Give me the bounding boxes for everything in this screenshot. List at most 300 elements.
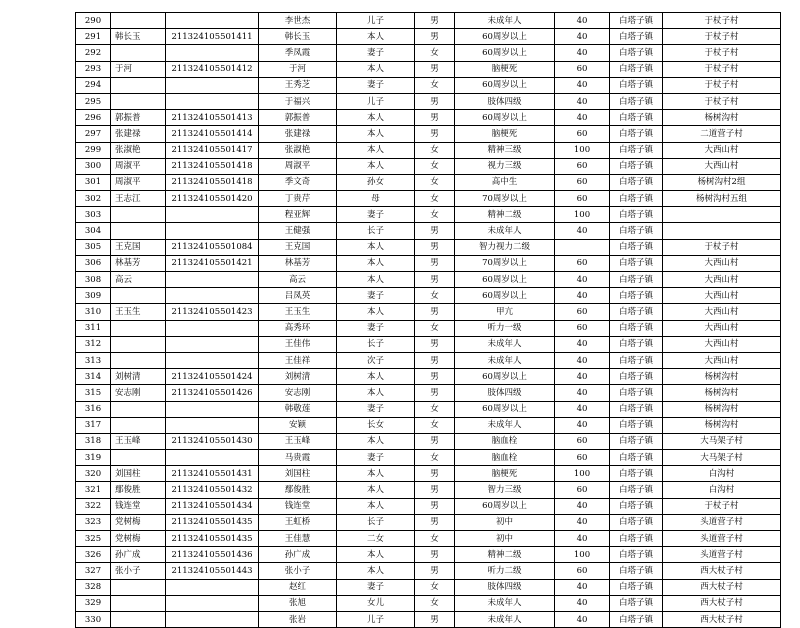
category-cell: 听力二级 <box>455 563 555 579</box>
category-cell: 60周岁以上 <box>455 401 555 417</box>
village-cell: 西大杖子村 <box>663 611 781 627</box>
row-number-cell: 295 <box>76 93 111 109</box>
relation-cell: 母 <box>337 191 415 207</box>
village-cell: 头道营子村 <box>663 531 781 547</box>
gender-cell: 女 <box>415 142 455 158</box>
household-head-cell: 韩长玉 <box>111 29 166 45</box>
member-name-cell: 张淑艳 <box>259 142 337 158</box>
relation-cell: 长子 <box>337 336 415 352</box>
village-cell: 杨树沟村 <box>663 401 781 417</box>
category-cell: 脑血栓 <box>455 450 555 466</box>
relation-cell: 妻子 <box>337 207 415 223</box>
row-number-cell: 314 <box>76 369 111 385</box>
member-name-cell: 王佳慧 <box>259 531 337 547</box>
category-cell: 听力一级 <box>455 320 555 336</box>
village-cell: 于杖子村 <box>663 93 781 109</box>
category-cell: 智力三级 <box>455 482 555 498</box>
member-name-cell: 于河 <box>259 61 337 77</box>
household-head-cell <box>111 579 166 595</box>
household-id-cell: 211324105501430 <box>166 433 259 449</box>
amount-cell: 40 <box>555 272 610 288</box>
amount-cell: 40 <box>555 369 610 385</box>
village-cell: 于杖子村 <box>663 45 781 61</box>
household-id-cell: 211324105501443 <box>166 563 259 579</box>
gender-cell: 女 <box>415 450 455 466</box>
household-id-cell: 211324105501432 <box>166 482 259 498</box>
town-cell: 白塔子镇 <box>610 498 663 514</box>
town-cell: 白塔子镇 <box>610 450 663 466</box>
village-cell: 杨树沟村 <box>663 110 781 126</box>
household-id-cell: 211324105501431 <box>166 466 259 482</box>
row-number-cell: 316 <box>76 401 111 417</box>
table-row <box>76 239 781 255</box>
household-id-cell: 211324105501424 <box>166 369 259 385</box>
household-id-cell <box>166 320 259 336</box>
gender-cell: 女 <box>415 77 455 93</box>
row-number-cell: 315 <box>76 385 111 401</box>
category-cell: 脑梗死 <box>455 466 555 482</box>
gender-cell: 女 <box>415 207 455 223</box>
gender-cell: 男 <box>415 110 455 126</box>
town-cell: 白塔子镇 <box>610 126 663 142</box>
village-cell <box>663 207 781 223</box>
category-cell: 未成年人 <box>455 336 555 352</box>
amount-cell: 60 <box>555 158 610 174</box>
member-name-cell: 钱连堂 <box>259 498 337 514</box>
household-id-cell: 211324105501423 <box>166 304 259 320</box>
row-number-cell: 326 <box>76 547 111 563</box>
household-id-cell: 211324105501418 <box>166 158 259 174</box>
relation-cell: 妻子 <box>337 45 415 61</box>
gender-cell: 女 <box>415 531 455 547</box>
household-head-cell: 王玉峰 <box>111 433 166 449</box>
household-head-cell: 张小子 <box>111 563 166 579</box>
household-id-cell: 211324105501435 <box>166 531 259 547</box>
category-cell: 60周岁以上 <box>455 272 555 288</box>
member-name-cell: 季文奇 <box>259 174 337 190</box>
gender-cell: 男 <box>415 482 455 498</box>
gender-cell: 男 <box>415 255 455 271</box>
town-cell: 白塔子镇 <box>610 531 663 547</box>
town-cell: 白塔子镇 <box>610 563 663 579</box>
gender-cell: 男 <box>415 498 455 514</box>
member-name-cell: 张建禄 <box>259 126 337 142</box>
household-head-cell: 高云 <box>111 272 166 288</box>
household-id-cell: 211324105501436 <box>166 547 259 563</box>
village-cell: 杨树沟村2组 <box>663 174 781 190</box>
gender-cell: 女 <box>415 417 455 433</box>
member-name-cell: 韩长玉 <box>259 29 337 45</box>
gender-cell: 女 <box>415 45 455 61</box>
town-cell: 白塔子镇 <box>610 110 663 126</box>
household-id-cell <box>166 336 259 352</box>
row-number-cell: 294 <box>76 77 111 93</box>
village-cell: 于杖子村 <box>663 498 781 514</box>
household-head-cell <box>111 336 166 352</box>
category-cell: 初中 <box>455 531 555 547</box>
amount-cell: 60 <box>555 320 610 336</box>
amount-cell: 40 <box>555 336 610 352</box>
town-cell: 白塔子镇 <box>610 239 663 255</box>
relation-cell: 本人 <box>337 433 415 449</box>
town-cell: 白塔子镇 <box>610 433 663 449</box>
table-body <box>76 13 781 628</box>
town-cell: 白塔子镇 <box>610 272 663 288</box>
household-id-cell: 211324105501418 <box>166 174 259 190</box>
member-name-cell: 于福兴 <box>259 93 337 109</box>
row-number-cell: 302 <box>76 191 111 207</box>
member-name-cell: 林基芳 <box>259 255 337 271</box>
village-cell <box>663 223 781 239</box>
table-row <box>76 401 781 417</box>
member-name-cell: 周淑平 <box>259 158 337 174</box>
village-cell: 大西山村 <box>663 272 781 288</box>
town-cell: 白塔子镇 <box>610 595 663 611</box>
household-head-cell <box>111 207 166 223</box>
household-id-cell <box>166 417 259 433</box>
relation-cell: 妻子 <box>337 450 415 466</box>
row-number-cell: 297 <box>76 126 111 142</box>
household-id-cell <box>166 288 259 304</box>
amount-cell: 100 <box>555 547 610 563</box>
row-number-cell: 303 <box>76 207 111 223</box>
amount-cell: 40 <box>555 29 610 45</box>
town-cell: 白塔子镇 <box>610 223 663 239</box>
category-cell: 60周岁以上 <box>455 288 555 304</box>
row-number-cell: 325 <box>76 531 111 547</box>
member-name-cell: 王佳伟 <box>259 336 337 352</box>
row-number-cell: 306 <box>76 255 111 271</box>
village-cell: 于杖子村 <box>663 13 781 29</box>
household-head-cell <box>111 13 166 29</box>
row-number-cell: 329 <box>76 595 111 611</box>
amount-cell: 60 <box>555 563 610 579</box>
table-row <box>76 29 781 45</box>
town-cell: 白塔子镇 <box>610 304 663 320</box>
relation-cell: 本人 <box>337 110 415 126</box>
household-head-cell <box>111 401 166 417</box>
category-cell: 60周岁以上 <box>455 29 555 45</box>
row-number-cell: 312 <box>76 336 111 352</box>
category-cell: 脑血栓 <box>455 433 555 449</box>
village-cell: 大西山村 <box>663 352 781 368</box>
village-cell: 杨树沟村五组 <box>663 191 781 207</box>
row-number-cell: 301 <box>76 174 111 190</box>
row-number-cell: 321 <box>76 482 111 498</box>
row-number-cell: 319 <box>76 450 111 466</box>
category-cell: 未成年人 <box>455 417 555 433</box>
amount-cell: 100 <box>555 142 610 158</box>
category-cell: 60周岁以上 <box>455 45 555 61</box>
household-id-cell: 211324105501413 <box>166 110 259 126</box>
gender-cell: 男 <box>415 433 455 449</box>
household-head-cell: 刘树清 <box>111 369 166 385</box>
household-head-cell: 张建禄 <box>111 126 166 142</box>
member-name-cell: 张岩 <box>259 611 337 627</box>
member-name-cell: 韩敬莲 <box>259 401 337 417</box>
member-name-cell: 李世杰 <box>259 13 337 29</box>
relation-cell: 本人 <box>337 239 415 255</box>
household-id-cell <box>166 579 259 595</box>
household-id-cell: 211324105501084 <box>166 239 259 255</box>
table-row <box>76 595 781 611</box>
row-number-cell: 290 <box>76 13 111 29</box>
category-cell: 肢体四级 <box>455 93 555 109</box>
town-cell: 白塔子镇 <box>610 369 663 385</box>
gender-cell: 男 <box>415 239 455 255</box>
amount-cell: 40 <box>555 77 610 93</box>
category-cell: 60周岁以上 <box>455 369 555 385</box>
household-head-cell <box>111 417 166 433</box>
table-row <box>76 93 781 109</box>
table-row <box>76 320 781 336</box>
category-cell: 未成年人 <box>455 352 555 368</box>
row-number-cell: 299 <box>76 142 111 158</box>
relation-cell: 本人 <box>337 466 415 482</box>
household-id-cell <box>166 223 259 239</box>
household-id-cell <box>166 93 259 109</box>
household-head-cell: 林基芳 <box>111 255 166 271</box>
table-row <box>76 433 781 449</box>
household-id-cell <box>166 401 259 417</box>
amount-cell: 100 <box>555 207 610 223</box>
household-id-cell: 211324105501426 <box>166 385 259 401</box>
household-head-cell <box>111 93 166 109</box>
gender-cell: 男 <box>415 611 455 627</box>
gender-cell: 男 <box>415 547 455 563</box>
category-cell: 精神二级 <box>455 207 555 223</box>
relation-cell: 本人 <box>337 142 415 158</box>
member-name-cell: 程亚辉 <box>259 207 337 223</box>
member-name-cell: 安颖 <box>259 417 337 433</box>
table-row <box>76 174 781 190</box>
village-cell: 大马架子村 <box>663 450 781 466</box>
category-cell: 肢体四级 <box>455 385 555 401</box>
amount-cell: 40 <box>555 110 610 126</box>
member-name-cell: 赵红 <box>259 579 337 595</box>
town-cell: 白塔子镇 <box>610 320 663 336</box>
amount-cell: 40 <box>555 514 610 530</box>
household-id-cell <box>166 77 259 93</box>
row-number-cell: 309 <box>76 288 111 304</box>
row-number-cell: 304 <box>76 223 111 239</box>
category-cell: 初中 <box>455 514 555 530</box>
row-number-cell: 327 <box>76 563 111 579</box>
member-name-cell: 王秀芝 <box>259 77 337 93</box>
table-row <box>76 207 781 223</box>
amount-cell: 40 <box>555 595 610 611</box>
table-row <box>76 45 781 61</box>
town-cell: 白塔子镇 <box>610 158 663 174</box>
town-cell: 白塔子镇 <box>610 417 663 433</box>
gender-cell: 女 <box>415 320 455 336</box>
member-name-cell: 张小子 <box>259 563 337 579</box>
table-row <box>76 288 781 304</box>
household-id-cell: 211324105501411 <box>166 29 259 45</box>
amount-cell: 60 <box>555 61 610 77</box>
category-cell: 未成年人 <box>455 13 555 29</box>
town-cell: 白塔子镇 <box>610 288 663 304</box>
gender-cell: 男 <box>415 29 455 45</box>
relation-cell: 长子 <box>337 223 415 239</box>
amount-cell: 40 <box>555 223 610 239</box>
town-cell: 白塔子镇 <box>610 255 663 271</box>
household-id-cell: 211324105501412 <box>166 61 259 77</box>
household-head-cell: 王志江 <box>111 191 166 207</box>
town-cell: 白塔子镇 <box>610 466 663 482</box>
town-cell: 白塔子镇 <box>610 401 663 417</box>
town-cell: 白塔子镇 <box>610 352 663 368</box>
household-id-cell: 211324105501417 <box>166 142 259 158</box>
town-cell: 白塔子镇 <box>610 611 663 627</box>
member-name-cell: 吕凤英 <box>259 288 337 304</box>
row-number-cell: 308 <box>76 272 111 288</box>
town-cell: 白塔子镇 <box>610 207 663 223</box>
amount-cell: 60 <box>555 126 610 142</box>
amount-cell: 40 <box>555 13 610 29</box>
village-cell: 于杖子村 <box>663 29 781 45</box>
row-number-cell: 328 <box>76 579 111 595</box>
category-cell: 脑梗死 <box>455 61 555 77</box>
gender-cell: 男 <box>415 336 455 352</box>
relation-cell: 本人 <box>337 272 415 288</box>
village-cell: 大西山村 <box>663 336 781 352</box>
row-number-cell: 292 <box>76 45 111 61</box>
relation-cell: 本人 <box>337 369 415 385</box>
member-name-cell: 季凤霞 <box>259 45 337 61</box>
category-cell: 视力三级 <box>455 158 555 174</box>
town-cell: 白塔子镇 <box>610 45 663 61</box>
village-cell: 于杖子村 <box>663 61 781 77</box>
table-row <box>76 514 781 530</box>
household-id-cell: 211324105501420 <box>166 191 259 207</box>
relation-cell: 本人 <box>337 385 415 401</box>
village-cell: 于杖子村 <box>663 77 781 93</box>
row-number-cell: 313 <box>76 352 111 368</box>
household-id-cell <box>166 45 259 61</box>
relation-cell: 本人 <box>337 255 415 271</box>
amount-cell: 60 <box>555 433 610 449</box>
relation-cell: 女儿 <box>337 595 415 611</box>
household-head-cell: 党树梅 <box>111 514 166 530</box>
table-row <box>76 272 781 288</box>
household-head-cell <box>111 450 166 466</box>
category-cell: 未成年人 <box>455 223 555 239</box>
category-cell: 甲亢 <box>455 304 555 320</box>
village-cell: 头道营子村 <box>663 514 781 530</box>
table-row <box>76 531 781 547</box>
gender-cell: 女 <box>415 288 455 304</box>
table-row <box>76 450 781 466</box>
table-row <box>76 126 781 142</box>
gender-cell: 男 <box>415 61 455 77</box>
table-row <box>76 304 781 320</box>
town-cell: 白塔子镇 <box>610 174 663 190</box>
relation-cell: 本人 <box>337 158 415 174</box>
row-number-cell: 317 <box>76 417 111 433</box>
town-cell: 白塔子镇 <box>610 482 663 498</box>
village-cell: 杨树沟村 <box>663 417 781 433</box>
row-number-cell: 323 <box>76 514 111 530</box>
amount-cell: 100 <box>555 466 610 482</box>
town-cell: 白塔子镇 <box>610 29 663 45</box>
table-row <box>76 77 781 93</box>
household-head-cell: 王克国 <box>111 239 166 255</box>
gender-cell: 男 <box>415 369 455 385</box>
household-head-cell <box>111 352 166 368</box>
relation-cell: 本人 <box>337 563 415 579</box>
gender-cell: 女 <box>415 579 455 595</box>
gender-cell: 男 <box>415 352 455 368</box>
relation-cell: 儿子 <box>337 13 415 29</box>
amount-cell: 40 <box>555 45 610 61</box>
row-number-cell: 330 <box>76 611 111 627</box>
gender-cell: 男 <box>415 466 455 482</box>
row-number-cell: 296 <box>76 110 111 126</box>
member-name-cell: 郭振普 <box>259 110 337 126</box>
amount-cell: 40 <box>555 498 610 514</box>
table-row <box>76 498 781 514</box>
table-row <box>76 563 781 579</box>
relation-cell: 本人 <box>337 482 415 498</box>
household-head-cell: 周淑平 <box>111 174 166 190</box>
row-number-cell: 310 <box>76 304 111 320</box>
amount-cell: 60 <box>555 450 610 466</box>
table-row <box>76 223 781 239</box>
relation-cell: 妻子 <box>337 401 415 417</box>
relief-roster-table <box>75 12 781 628</box>
category-cell: 未成年人 <box>455 611 555 627</box>
table-row <box>76 547 781 563</box>
household-head-cell: 王玉生 <box>111 304 166 320</box>
town-cell: 白塔子镇 <box>610 77 663 93</box>
village-cell: 大西山村 <box>663 288 781 304</box>
member-name-cell: 王佳祥 <box>259 352 337 368</box>
category-cell: 未成年人 <box>455 595 555 611</box>
table-row <box>76 385 781 401</box>
member-name-cell: 高秀环 <box>259 320 337 336</box>
village-cell: 西大杖子村 <box>663 563 781 579</box>
amount-cell: 40 <box>555 385 610 401</box>
amount-cell: 60 <box>555 304 610 320</box>
household-head-cell: 于河 <box>111 61 166 77</box>
relation-cell: 二女 <box>337 531 415 547</box>
member-name-cell: 刘国柱 <box>259 466 337 482</box>
member-name-cell: 孙广成 <box>259 547 337 563</box>
category-cell: 70周岁以上 <box>455 191 555 207</box>
member-name-cell: 张旭 <box>259 595 337 611</box>
amount-cell: 40 <box>555 93 610 109</box>
household-id-cell <box>166 272 259 288</box>
relation-cell: 孙女 <box>337 174 415 190</box>
table-row <box>76 482 781 498</box>
relation-cell: 儿子 <box>337 93 415 109</box>
relation-cell: 妻子 <box>337 77 415 93</box>
household-id-cell: 211324105501434 <box>166 498 259 514</box>
household-head-cell: 周淑平 <box>111 158 166 174</box>
row-number-cell: 293 <box>76 61 111 77</box>
household-head-cell: 孙广成 <box>111 547 166 563</box>
amount-cell: 40 <box>555 288 610 304</box>
household-head-cell <box>111 611 166 627</box>
town-cell: 白塔子镇 <box>610 547 663 563</box>
town-cell: 白塔子镇 <box>610 191 663 207</box>
relation-cell: 妻子 <box>337 579 415 595</box>
household-head-cell <box>111 595 166 611</box>
relation-cell: 本人 <box>337 29 415 45</box>
row-number-cell: 300 <box>76 158 111 174</box>
gender-cell: 男 <box>415 514 455 530</box>
